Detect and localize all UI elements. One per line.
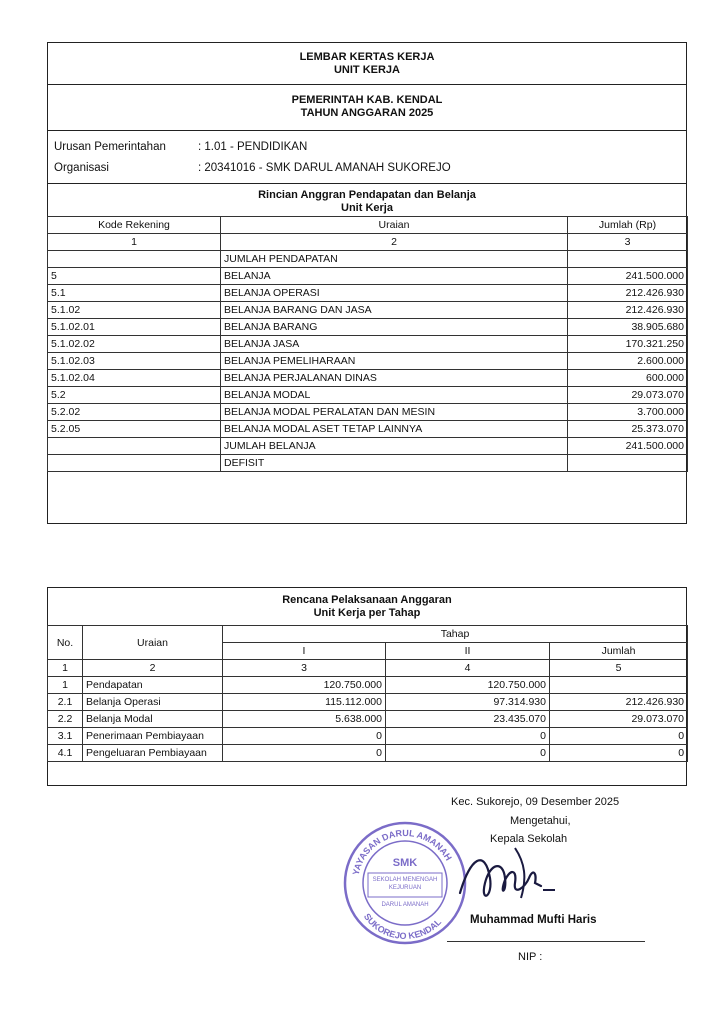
cell-t2: 0	[386, 728, 550, 745]
cell-jumlah: 38.905.680	[568, 319, 688, 336]
cell-kode: 5.1.02.01	[48, 319, 221, 336]
cell-uraian: BELANJA MODAL PERALATAN DAN MESIN	[221, 404, 568, 421]
signer-name: Muhammad Mufti Haris	[470, 914, 597, 926]
col-tahap-i: I	[223, 643, 386, 660]
table-row	[48, 353, 688, 370]
col-number: 5	[550, 660, 688, 677]
table-row	[48, 694, 688, 711]
cell-jumlah	[568, 455, 688, 472]
cell-t1: 115.112.000	[223, 694, 386, 711]
stamp-bottom-text: SUKOREJO KENDAL	[361, 911, 444, 942]
cell-kode: 5.1	[48, 285, 221, 302]
rencana-table	[47, 625, 688, 762]
cell-uraian: Penerimaan Pembiayaan	[83, 728, 223, 745]
cell-jumlah: 212.426.930	[550, 694, 688, 711]
cell-jumlah: 241.500.000	[568, 268, 688, 285]
cell-uraian: BELANJA JASA	[221, 336, 568, 353]
rincian-title2: Unit Kerja	[341, 202, 393, 214]
cell-jumlah: 600.000	[568, 370, 688, 387]
col-kode-header: Kode Rekening	[48, 217, 221, 234]
rencana-box	[47, 587, 687, 786]
cell-jumlah: 241.500.000	[568, 438, 688, 455]
cell-t1: 120.750.000	[223, 677, 386, 694]
table-row	[48, 251, 688, 268]
table-row	[48, 711, 688, 728]
meta-section	[48, 131, 686, 184]
role-label: Kepala Sekolah	[490, 833, 568, 845]
cell-kode: 5.1.02.03	[48, 353, 221, 370]
stamp-center-text: SMK	[392, 857, 418, 869]
rincian-table	[47, 216, 688, 472]
stamp-middle3: DARUL AMANAH	[381, 902, 429, 908]
cell-jumlah: 0	[550, 745, 688, 762]
title-line2: UNIT KERJA	[333, 64, 400, 76]
urusan-value: : 1.01 - PENDIDIKAN	[198, 141, 308, 153]
tahap-header-row	[48, 626, 688, 643]
col-tahap-header: Tahap	[223, 626, 688, 643]
table-row	[48, 745, 688, 762]
gov-line1: PEMERINTAH KAB. KENDAL	[291, 94, 443, 106]
cell-no: 4.1	[48, 745, 83, 762]
stamp-middle1: SEKOLAH MENENGAH	[372, 877, 438, 883]
col-number: 4	[386, 660, 550, 677]
table-row	[48, 370, 688, 387]
worksheet-box	[47, 42, 687, 524]
handwritten-signature	[455, 838, 565, 918]
cell-kode: 5.1.02.02	[48, 336, 221, 353]
cell-kode	[48, 438, 221, 455]
table-row	[48, 438, 688, 455]
rencana-title1: Rencana Pelaksanaan Anggaran	[282, 594, 452, 606]
cell-jumlah: 29.073.070	[550, 711, 688, 728]
table-header-row	[48, 217, 688, 234]
place-date: Kec. Sukorejo, 09 Desember 2025	[451, 796, 620, 808]
rencana-header	[48, 588, 686, 626]
cell-uraian: BELANJA	[221, 268, 568, 285]
government-section	[48, 85, 686, 131]
cell-uraian: Belanja Operasi	[83, 694, 223, 711]
table-row	[48, 336, 688, 353]
cell-t2: 120.750.000	[386, 677, 550, 694]
urusan-label: Urusan Pemerintahan	[54, 141, 166, 153]
cell-uraian: BELANJA MODAL	[221, 387, 568, 404]
cell-no: 2.1	[48, 694, 83, 711]
cell-kode: 5.1.02	[48, 302, 221, 319]
cell-jumlah: 2.600.000	[568, 353, 688, 370]
table-row	[48, 387, 688, 404]
table-row	[48, 728, 688, 745]
table-row	[48, 404, 688, 421]
cell-uraian: Pengeluaran Pembiayaan	[83, 745, 223, 762]
cell-jumlah: 0	[550, 728, 688, 745]
cell-kode: 5	[48, 268, 221, 285]
table-row	[48, 285, 688, 302]
stamp-middle2: KEJURUAN	[388, 885, 422, 891]
cell-jumlah: 212.426.930	[568, 285, 688, 302]
col-number: 1	[48, 660, 83, 677]
cell-uraian: DEFISIT	[221, 455, 568, 472]
rincian-header	[48, 184, 686, 216]
title-section	[48, 43, 686, 85]
cell-jumlah: 170.321.250	[568, 336, 688, 353]
table-row	[48, 677, 688, 694]
cell-jumlah	[568, 251, 688, 268]
col-uraian-header: Uraian	[221, 217, 568, 234]
signature-line	[447, 941, 645, 942]
cell-uraian: Belanja Modal	[83, 711, 223, 728]
cell-jumlah: 3.700.000	[568, 404, 688, 421]
rencana-title2: Unit Kerja per Tahap	[313, 607, 421, 619]
col-number: 3	[568, 234, 688, 251]
col-number: 2	[221, 234, 568, 251]
table-row	[48, 319, 688, 336]
cell-jumlah: 29.073.070	[568, 387, 688, 404]
column-number-row	[48, 234, 688, 251]
table-row	[48, 302, 688, 319]
cell-uraian: JUMLAH BELANJA	[221, 438, 568, 455]
cell-uraian: BELANJA BARANG	[221, 319, 568, 336]
school-stamp	[340, 818, 470, 948]
mengetahui-label: Mengetahui,	[510, 815, 571, 827]
table-row	[48, 455, 688, 472]
title-line1: LEMBAR KERTAS KERJA	[299, 51, 435, 63]
cell-kode	[48, 251, 221, 268]
cell-uraian: Pendapatan	[83, 677, 223, 694]
organisasi-label: Organisasi	[54, 162, 109, 174]
cell-no: 1	[48, 677, 83, 694]
col-uraian-header: Uraian	[83, 626, 223, 660]
col-tahap-ii: II	[386, 643, 550, 660]
cell-t1: 0	[223, 728, 386, 745]
cell-t1: 0	[223, 745, 386, 762]
cell-uraian: BELANJA PERJALANAN DINAS	[221, 370, 568, 387]
col-no-header: No.	[48, 626, 83, 660]
cell-t1: 5.638.000	[223, 711, 386, 728]
cell-t2: 0	[386, 745, 550, 762]
column-number-row	[48, 660, 688, 677]
gov-line2: TAHUN ANGGARAN 2025	[300, 107, 434, 119]
cell-uraian: JUMLAH PENDAPATAN	[221, 251, 568, 268]
col-number: 2	[83, 660, 223, 677]
cell-jumlah	[550, 677, 688, 694]
nip-label: NIP :	[518, 951, 543, 963]
cell-kode	[48, 455, 221, 472]
col-number: 3	[223, 660, 386, 677]
table-row	[48, 421, 688, 438]
cell-t2: 23.435.070	[386, 711, 550, 728]
cell-uraian: BELANJA PEMELIHARAAN	[221, 353, 568, 370]
rincian-title1: Rincian Anggran Pendapatan dan Belanja	[258, 189, 476, 201]
cell-kode: 5.2.05	[48, 421, 221, 438]
organisasi-value: : 20341016 - SMK DARUL AMANAH SUKOREJO	[198, 162, 451, 174]
cell-uraian: BELANJA BARANG DAN JASA	[221, 302, 568, 319]
col-jumlah-header: Jumlah	[550, 643, 688, 660]
table-row	[48, 268, 688, 285]
cell-kode: 5.2	[48, 387, 221, 404]
cell-kode: 5.2.02	[48, 404, 221, 421]
cell-jumlah: 25.373.070	[568, 421, 688, 438]
cell-kode: 5.1.02.04	[48, 370, 221, 387]
cell-jumlah: 212.426.930	[568, 302, 688, 319]
cell-t2: 97.314.930	[386, 694, 550, 711]
col-number: 1	[48, 234, 221, 251]
cell-no: 3.1	[48, 728, 83, 745]
cell-no: 2.2	[48, 711, 83, 728]
col-jumlah-header: Jumlah (Rp)	[568, 217, 688, 234]
cell-uraian: BELANJA OPERASI	[221, 285, 568, 302]
stamp-top-text: YAYASAN DARUL AMANAH	[350, 827, 454, 877]
cell-uraian: BELANJA MODAL ASET TETAP LAINNYA	[221, 421, 568, 438]
